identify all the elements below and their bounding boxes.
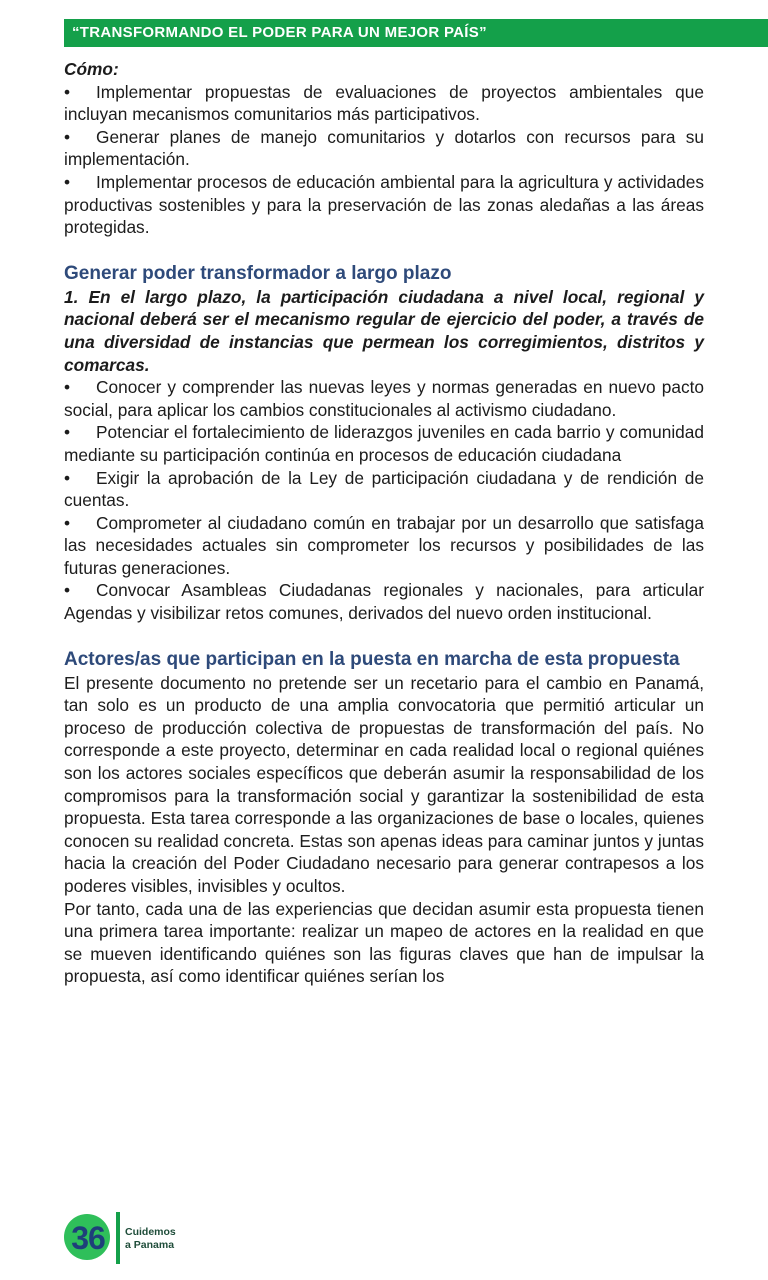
document-body <box>64 58 704 988</box>
list-item-text: Comprometer al ciudadano común en trabajar por un desarrollo que satisfaga las necesidades actuales sin comprometer los recursos y posibilidades de las futuras generaciones. <box>64 512 704 578</box>
list-item-text: Potenciar el fortalecimiento de liderazgos juveniles en cada barrio y comunidad mediante su participación continúa en procesos de educación ciudadana <box>64 422 704 465</box>
list-item <box>64 126 704 171</box>
bullet-glyph: • <box>64 377 71 398</box>
paragraph-actores-2: Por tanto, cada una de las experiencias que decidan asumir esta propuesta tienen una primera tarea importante: realizar un mapeo de actores en la realidad en que se mueven identificando quiénes son las figuras claves que han de impulsar la propuesta, así como identificar quiénes serían los <box>64 898 704 987</box>
header-banner: “TRANSFORMANDO EL PODER PARA UN MEJOR PAÍS” <box>64 19 768 47</box>
bullet-glyph: • <box>64 81 71 102</box>
list-item-text: Convocar Asambleas Ciudadanas regionales y nacionales, para articular Agendas y visibilizar retos comunes, derivados del nuevo orden institucional. <box>64 580 704 624</box>
bullet-glyph: • <box>64 171 71 192</box>
footer-divider <box>116 1212 120 1264</box>
section-heading-actores: Actores/as que participan en la puesta en marcha de esta propuesta <box>64 648 680 670</box>
bullet-glyph: • <box>64 512 71 533</box>
list-item-text: Conocer y comprender las nuevas leyes y normas generadas en nuevo pacto social, para aplicar los cambios constitucionales al activismo ciudadano. <box>64 377 704 420</box>
list-item-text: Exigir la aprobación de la Ley de participación ciudadana y de rendición de cuentas. <box>64 467 704 511</box>
list-item <box>64 421 704 466</box>
list-item <box>64 376 704 421</box>
list-item <box>64 467 704 512</box>
list-item-text: Implementar procesos de educación ambiental para la agricultura y actividades productivas sostenibles y para la preservación de las zonas aledañas a las áreas protegidas. <box>64 171 704 238</box>
page-number: 36 <box>71 1220 105 1256</box>
como-list <box>64 81 704 239</box>
como-label: Cómo: <box>64 59 119 79</box>
bullet-glyph: • <box>64 422 71 443</box>
bullet-glyph: • <box>64 580 71 601</box>
list-item <box>64 81 704 126</box>
list-item-text: Generar planes de manejo comunitarios y dotarlos con recursos para su implementación. <box>64 126 704 170</box>
list-item-text: Implementar propuestas de evaluaciones de proyectos ambientales que incluyan mecanismos comunitarios más participativos. <box>64 81 704 125</box>
brand-logo-text <box>125 1226 176 1252</box>
brand-line-2: a Panama <box>125 1239 175 1251</box>
page-footer <box>64 1212 264 1268</box>
paragraph-actores-1: El presente documento no pretende ser un recetario para el cambio en Panamá, tan solo es un producto de una amplia convocatoria que permitió articular un proceso de producción colectiva de propuestas de transformación del país. No corresponde a este proyecto, determinar en cada realidad local o regional quiénes son los actores sociales específicos que deberán asumir la responsabilidad de los compromisos para la transformación social y garantizar la sostenibilidad de esta propuesta. Esta tarea corresponde a las organizaciones de base o locales, quienes conocen su realidad concreta. Estas son apenas ideas para caminar juntos y juntas hacia la creación del Poder Ciudadano necesario para generar contrapesos a los poderes visibles, invisibles y ocultos. <box>64 672 704 896</box>
bullet-glyph: • <box>64 467 71 488</box>
lead-statement: 1. En el largo plazo, la participación ciudadana a nivel local, regional y nacional deberá ser el mecanismo regular de ejercicio del poder, a través de una diversidad de instancias que permean los corregimientos, distritos y comarcas. <box>64 286 704 375</box>
bullet-glyph: • <box>64 126 71 147</box>
brand-line-1: Cuidemos <box>125 1226 176 1238</box>
list-item <box>64 579 704 624</box>
list-item <box>64 512 704 580</box>
largo-plazo-list <box>64 376 704 625</box>
list-item <box>64 171 704 239</box>
section-heading-largo-plazo: Generar poder transformador a largo plazo <box>64 262 452 284</box>
